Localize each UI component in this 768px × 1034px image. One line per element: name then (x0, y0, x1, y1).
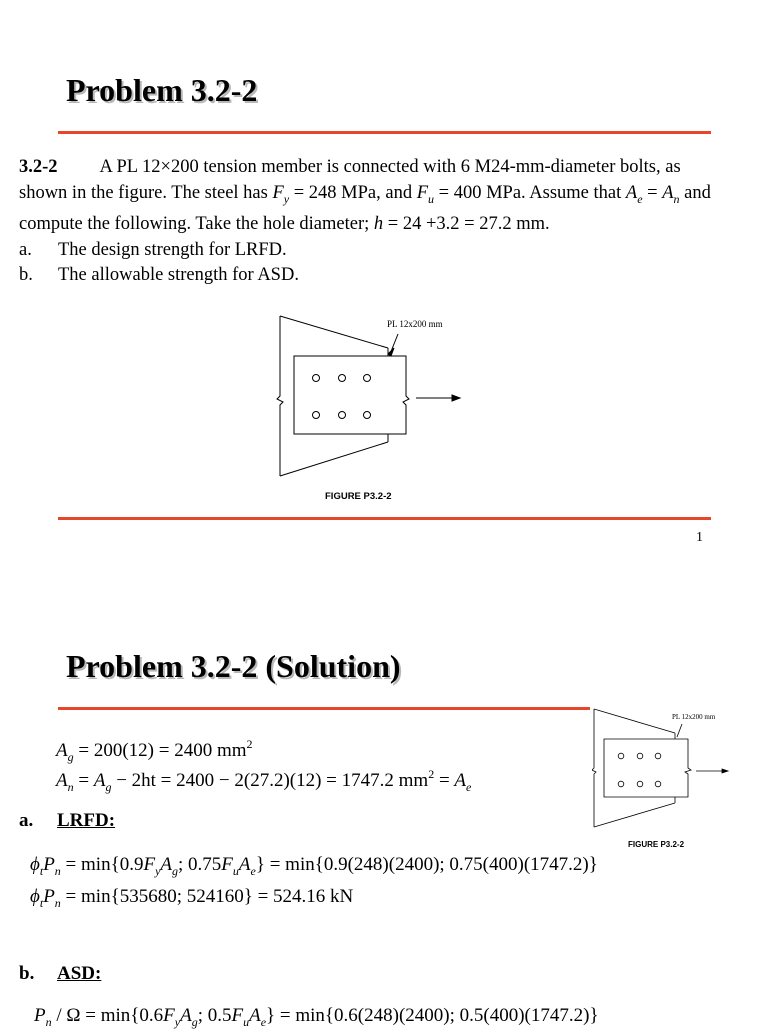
an-superscript: 2 (428, 767, 435, 781)
equals-sign: = (73, 770, 94, 791)
problem-statement (19, 155, 719, 289)
ag-expression: = 200(12) = 2400 mm (73, 740, 247, 761)
an-expression: − 2ht = 2400 − 2(27.2)(12) = 1747.2 mm (111, 770, 429, 791)
fy-value: = 248 MPa, and (289, 182, 417, 203)
fu-subscript: u (243, 1015, 250, 1029)
list-text: The allowable strength for ASD. (58, 265, 299, 285)
slide1-bottom-rule (58, 517, 711, 520)
fy-subscript: y (283, 191, 290, 206)
p-subscript: n (45, 1015, 52, 1029)
ae-subscript: e (260, 1015, 267, 1029)
asd-heading (19, 963, 101, 985)
fu-subscript: u (232, 864, 239, 878)
ag-subscript: g (172, 864, 178, 878)
ag-symbol: A (56, 740, 68, 761)
list-text: The design strength for LRFD. (58, 239, 287, 260)
phi-symbol: ϕ (30, 854, 40, 875)
fu-value: = 400 MPa. Assume that (434, 182, 626, 203)
expr-part: ; 0.5 (197, 1005, 232, 1026)
fu-symbol: F (416, 182, 429, 203)
list-item (19, 263, 719, 289)
ag-superscript: 2 (246, 737, 253, 751)
figure-caption: FIGURE P3.2-2 (325, 491, 392, 502)
fy-symbol: F (163, 1005, 175, 1026)
plate-label: PL 12x200 mm (387, 319, 443, 329)
expr-part: = min{0.9 (60, 854, 144, 875)
ag-symbol: A (93, 770, 106, 791)
section-label: LRFD: (57, 810, 116, 831)
lrfd-equation-1 (30, 853, 598, 883)
fu-subscript: u (428, 191, 435, 206)
equals-sign: = (642, 182, 663, 203)
ae-symbol: A (249, 1005, 261, 1026)
bolt-holes (313, 375, 371, 419)
section-label: ASD: (57, 963, 102, 984)
an-symbol: A (56, 770, 68, 791)
expr-part: = min{535680; 524160} = 524.16 kN (60, 886, 354, 907)
list-marker: b. (19, 265, 33, 285)
statement-part2: and compute the following. Take the hole diameter; (19, 182, 711, 234)
plate (294, 356, 409, 434)
ae-symbol: A (238, 854, 251, 875)
lrfd-equation-2 (30, 885, 353, 915)
bolted-plate-figure-small (592, 706, 742, 836)
ag-symbol: A (160, 854, 172, 875)
slide2-title: Problem 3.2-2 (Solution) (66, 648, 401, 684)
bolted-plate-figure (270, 312, 470, 482)
fy-subscript: y (155, 864, 161, 878)
statement-part1: A PL 12×200 tension member is connected with 6 M24-mm-diameter bolts, as shown in the figure. The steel has (19, 157, 681, 203)
plate-label: PL 12x200 mm (672, 713, 716, 721)
ae-subscript: e (637, 191, 643, 206)
phi-symbol: ϕ (30, 886, 40, 907)
p-symbol: P (43, 854, 55, 875)
fy-symbol: F (272, 182, 284, 203)
ag-subscript: g (105, 780, 112, 794)
ae-subscript: e (466, 780, 472, 794)
expr-part: ; 0.75 (178, 854, 222, 875)
an-symbol: A (662, 182, 674, 203)
lrfd-heading (19, 810, 115, 832)
an-subscript: n (673, 191, 680, 206)
section-marker: a. (19, 810, 34, 831)
an-subscript: n (67, 780, 74, 794)
p-subscript: n (54, 864, 61, 878)
slide2-title-rule (58, 707, 590, 710)
gusset-break-line (277, 316, 283, 476)
an-equation (56, 762, 471, 799)
fu-symbol: F (231, 1005, 244, 1026)
list-marker: a. (19, 239, 32, 260)
ae-subscript: e (250, 864, 256, 878)
ag-subscript: g (67, 750, 74, 764)
slide1-title-rule (58, 131, 711, 134)
slide1-title: Problem 3.2-2 (66, 72, 258, 108)
section-marker: b. (19, 963, 35, 984)
expr-part: / Ω = min{0.6 (51, 1005, 164, 1026)
gusset-edge-bottom (280, 442, 388, 476)
expr-part: } = min{0.6(248)(2400); 0.5(400)(1747.2)} (266, 1005, 599, 1026)
fy-symbol: F (143, 854, 156, 875)
ag-symbol: A (180, 1005, 192, 1026)
ae-symbol: A (625, 182, 638, 203)
p-symbol: P (43, 886, 55, 907)
fu-symbol: F (221, 854, 233, 875)
h-symbol: h (373, 214, 384, 234)
phi-subscript: t (39, 896, 44, 910)
ae-symbol: A (454, 770, 467, 791)
p-subscript: n (54, 896, 61, 910)
problem-number: 3.2-2 (19, 157, 58, 177)
gusset-edge-top (280, 316, 388, 348)
statement-part3: = 24 +3.2 = 27.2 mm. (383, 214, 550, 234)
p-symbol: P (34, 1005, 46, 1026)
equals-sign: = (434, 770, 455, 791)
page-number: 1 (696, 530, 703, 545)
ag-subscript: g (191, 1015, 198, 1029)
phi-subscript: t (39, 864, 44, 878)
asd-equation-1 (34, 1004, 599, 1034)
fy-subscript: y (174, 1015, 181, 1029)
expr-part: } = min{0.9(248)(2400); 0.75(400)(1747.2)} (255, 854, 598, 875)
figure-caption: FIGURE P3.2-2 (628, 840, 685, 849)
list-item (19, 238, 719, 264)
